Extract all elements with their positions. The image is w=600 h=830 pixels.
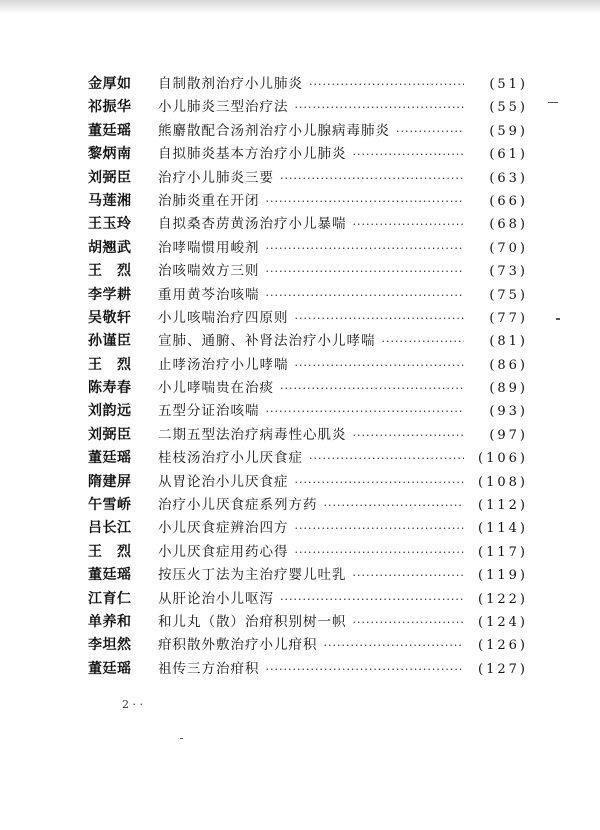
toc-page-number: (114) (478, 521, 528, 537)
toc-leader-dots (295, 517, 465, 540)
toc-leader-dots (353, 213, 465, 236)
toc-page-number: (97) (489, 427, 528, 443)
toc-entry (88, 237, 528, 260)
toc-page-number: (106) (478, 451, 528, 467)
toc-leader-dots (280, 588, 464, 611)
toc-title: 自制散剂治疗小儿肺炎 (158, 76, 303, 92)
toc-leader-dots (266, 400, 465, 423)
scan-speck (548, 102, 558, 103)
toc-leader-dots (382, 330, 465, 353)
toc-title: 止哮汤治疗小儿哮喘 (158, 356, 289, 373)
toc-title: 从胃论治小儿厌食症 (158, 473, 289, 490)
toc-entry (88, 541, 528, 564)
toc-page-number: (89) (489, 381, 528, 397)
toc-entry (88, 307, 528, 330)
toc-title: 治疗小儿肺炎三要 (158, 169, 274, 186)
toc-entry (88, 447, 528, 470)
toc-page-number: (86) (489, 357, 528, 373)
toc-title: 桂枝汤治疗小儿厌食症 (158, 450, 303, 467)
toc-leader-dots (396, 120, 464, 143)
toc-entry (88, 73, 528, 96)
toc-page-number: (117) (478, 544, 528, 560)
toc-page-number: (55) (489, 100, 528, 116)
toc-author: 董廷瑶 (88, 567, 132, 584)
toc-entry (88, 213, 528, 236)
scan-speck (180, 738, 183, 739)
toc-author: 王 烈 (88, 356, 132, 373)
toc-entry (88, 260, 528, 283)
toc-page-number: (51) (489, 77, 528, 92)
toc-page-number: (93) (489, 404, 528, 420)
toc-title: 自拟桑杏苈黄汤治疗小儿暴喘 (158, 216, 347, 233)
toc-page-number: (68) (489, 217, 528, 233)
toc-page-number: (124) (478, 614, 528, 630)
toc-author: 孙谨臣 (88, 333, 132, 350)
toc-author: 王玉玲 (88, 216, 132, 233)
toc-title: 治哮喘惯用峻剂 (158, 239, 260, 256)
toc-title: 治咳喘效方三则 (158, 263, 260, 280)
toc-leader-dots (266, 260, 465, 283)
toc-leader-dots (353, 424, 465, 447)
toc-author: 王 烈 (88, 263, 132, 280)
toc-title: 治肺炎重在开闭 (158, 192, 260, 209)
toc-entry (88, 611, 528, 634)
toc-entry (88, 284, 528, 307)
toc-entry (88, 120, 528, 143)
toc-page-number: (63) (489, 170, 528, 186)
toc-title: 按压火丁法为主治疗婴儿吐乳 (158, 567, 347, 584)
toc-title: 从肝论治小儿呕泻 (158, 590, 274, 607)
toc-leader-dots (324, 634, 465, 657)
toc-author: 胡翘武 (88, 239, 132, 256)
toc-author: 单养和 (88, 613, 132, 630)
toc-title: 祖传三方治疳积 (158, 660, 260, 677)
toc-leader-dots (324, 494, 465, 517)
toc-leader-dots (295, 307, 465, 330)
toc-page-number: (77) (489, 310, 528, 326)
toc-title: 小儿肺炎三型治疗法 (158, 99, 289, 116)
toc-author: 江育仁 (88, 590, 132, 607)
toc-title: 自拟肺炎基本方治疗小儿肺炎 (158, 146, 347, 163)
toc-title: 重用黄芩治咳喘 (158, 286, 260, 303)
toc-author: 马莲湘 (88, 192, 132, 209)
toc-page-number: (61) (489, 147, 528, 163)
toc-page-number: (73) (489, 264, 528, 280)
toc-entry (88, 588, 528, 611)
toc-entry (88, 400, 528, 423)
toc-author: 陈寿春 (88, 380, 132, 397)
toc-author: 董廷瑶 (88, 122, 132, 139)
toc-leader-dots (295, 354, 465, 377)
toc-page-number: (81) (489, 334, 528, 350)
toc-author: 董廷瑶 (88, 660, 132, 677)
toc-entry (88, 471, 528, 494)
toc-leader-dots (295, 96, 465, 119)
page-number: 2 · · (122, 698, 143, 711)
toc-leader-dots (266, 284, 465, 307)
toc-leader-dots (353, 143, 465, 166)
toc-entry (88, 143, 528, 166)
toc-author: 王 烈 (88, 543, 132, 560)
toc-entry (88, 658, 528, 681)
toc-author: 祁振华 (88, 99, 132, 116)
toc-entry (88, 330, 528, 353)
scan-speck (556, 318, 560, 320)
toc-author: 吴敬轩 (88, 309, 132, 326)
toc-entry (88, 354, 528, 377)
table-of-contents (88, 73, 528, 681)
toc-title: 和儿丸（散）治疳积别树一帜 (158, 613, 347, 630)
toc-leader-dots (309, 447, 464, 470)
scan-top-shadow (0, 0, 600, 14)
toc-leader-dots (280, 377, 464, 400)
toc-entry (88, 96, 528, 119)
toc-title: 宣肺、通腑、补肾法治疗小儿哮喘 (158, 333, 376, 350)
toc-entry (88, 167, 528, 190)
toc-author: 刘弼臣 (88, 426, 132, 443)
toc-leader-dots (266, 658, 465, 681)
toc-page-number: (122) (478, 591, 528, 607)
toc-author: 刘韵远 (88, 403, 132, 420)
toc-leader-dots (266, 190, 465, 213)
toc-page-number: (126) (478, 638, 528, 654)
toc-title: 小儿哮喘贵在治痰 (158, 380, 274, 397)
toc-title: 二期五型法治疗病毒性心肌炎 (158, 426, 347, 443)
toc-author: 金厚如 (88, 76, 132, 92)
toc-title: 治疗小儿厌食症系列方药 (158, 497, 318, 514)
toc-title: 小儿咳喘治疗四原则 (158, 309, 289, 326)
toc-author: 午雪峤 (88, 497, 132, 514)
toc-page-number: (70) (489, 240, 528, 256)
toc-leader-dots (266, 237, 465, 260)
toc-author: 隋建屏 (88, 473, 132, 490)
toc-author: 李学耕 (88, 286, 132, 303)
toc-page-number: (66) (489, 193, 528, 209)
toc-author: 吕长江 (88, 520, 132, 537)
toc-entry (88, 517, 528, 540)
toc-page-number: (119) (478, 568, 528, 584)
toc-page-number: (127) (478, 661, 528, 677)
toc-entry (88, 564, 528, 587)
toc-page-number: (59) (489, 123, 528, 139)
toc-leader-dots (295, 471, 465, 494)
toc-leader-dots (353, 564, 465, 587)
toc-entry (88, 634, 528, 657)
toc-title: 熊麝散配合汤剂治疗小儿腺病毒肺炎 (158, 122, 390, 139)
toc-leader-dots (353, 611, 465, 634)
toc-title: 疳积散外敷治疗小儿疳积 (158, 637, 318, 654)
toc-entry (88, 377, 528, 400)
toc-author: 董廷瑶 (88, 450, 132, 467)
toc-author: 李坦然 (88, 637, 132, 654)
toc-author: 刘弼臣 (88, 169, 132, 186)
toc-leader-dots (309, 73, 464, 96)
toc-title: 小儿厌食症用药心得 (158, 543, 289, 560)
toc-entry (88, 494, 528, 517)
toc-page-number: (108) (478, 474, 528, 490)
toc-author: 黎炳南 (88, 146, 132, 163)
toc-title: 小儿厌食症辨治四方 (158, 520, 289, 537)
toc-page-number: (75) (489, 287, 528, 303)
toc-leader-dots (280, 167, 464, 190)
toc-entry (88, 190, 528, 213)
toc-title: 五型分证治咳喘 (158, 403, 260, 420)
toc-entry (88, 424, 528, 447)
toc-page-number: (112) (478, 498, 528, 514)
toc-leader-dots (295, 541, 465, 564)
